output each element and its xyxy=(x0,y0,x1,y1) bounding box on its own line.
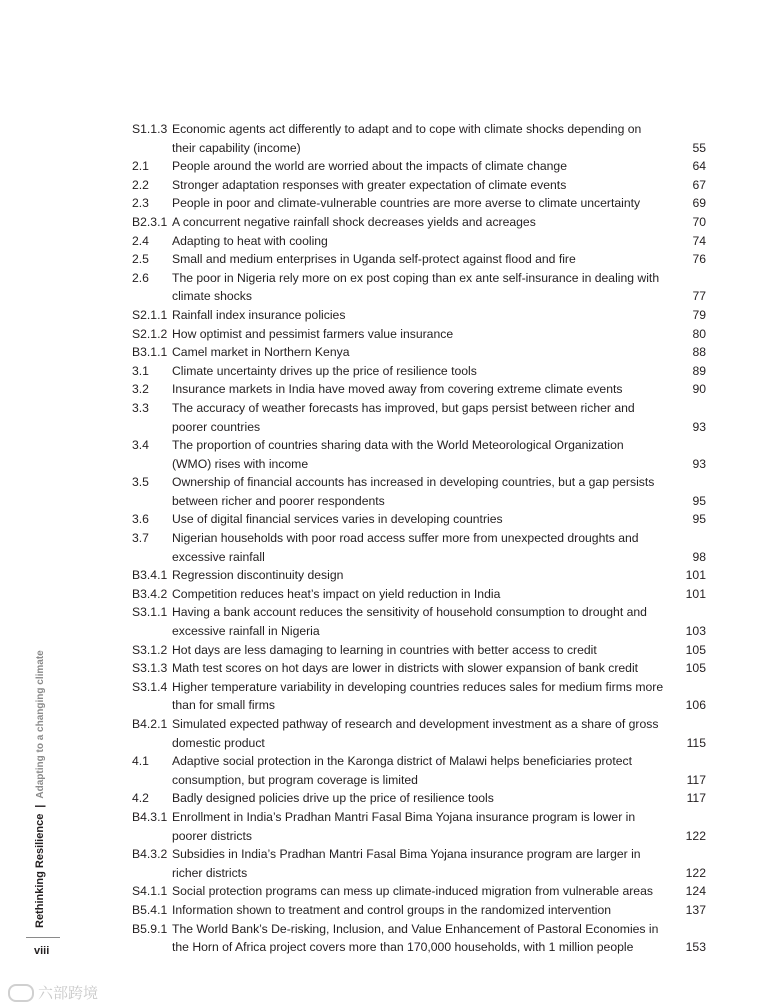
toc-entry[interactable] xyxy=(132,399,706,436)
figure-title: Higher temperature variability in developing countries reduces sales for medium firms more than for small firms xyxy=(172,679,664,713)
figure-title: A concurrent negative rainfall shock decreases yields and acreages xyxy=(172,214,536,229)
figure-number: B4.3.1 xyxy=(132,809,168,824)
page-number: 105 xyxy=(685,661,706,676)
page-number: 95 xyxy=(692,493,706,508)
toc-entry[interactable] xyxy=(132,808,706,845)
figure-title: Nigerian households with poor road access suffer more from unexpected droughts and excessive rainfall xyxy=(172,531,639,564)
figure-number: 2.1 xyxy=(132,159,149,174)
figure-title: Adaptive social protection in the Karonga district of Malawi helps beneficiaries protect consumption, but program coverage is limited xyxy=(172,754,632,787)
toc-entry[interactable] xyxy=(132,176,706,195)
toc-entry[interactable] xyxy=(132,120,706,157)
page-number: 67 xyxy=(692,177,706,192)
watermark xyxy=(8,982,98,1003)
figure-title: Economic agents act differently to adapt and to cope with climate shocks depending on their capability (income) xyxy=(172,122,642,155)
figure-title: Stronger adaptation responses with greater expectation of climate events xyxy=(172,177,567,192)
figure-number: S1.1.3 xyxy=(132,122,168,136)
figure-number: B3.4.1 xyxy=(132,568,168,583)
running-spine-title xyxy=(33,650,48,928)
figure-title: Having a bank account reduces the sensitivity of household consumption to drought and excessive rainfall in Nigeria xyxy=(172,605,647,639)
figure-number: B5.9.1 xyxy=(132,921,168,936)
page-number: 103 xyxy=(685,624,706,639)
page-number: 122 xyxy=(685,828,706,843)
figure-number: S4.1.1 xyxy=(132,884,168,899)
figure-title: Rainfall index insurance policies xyxy=(172,307,346,322)
figure-number: 4.1 xyxy=(132,754,149,769)
toc-entry[interactable] xyxy=(132,343,706,362)
figure-title: The accuracy of weather forecasts has improved, but gaps persist between richer and poorer countries xyxy=(172,400,635,434)
page-number: 117 xyxy=(686,791,706,806)
page-number: 64 xyxy=(692,159,706,174)
figure-number: 3.2 xyxy=(132,382,149,397)
page-number: 55 xyxy=(692,140,706,155)
folio-rule xyxy=(26,937,60,938)
page-number: 115 xyxy=(686,735,706,750)
page-number: 95 xyxy=(692,512,706,527)
page-folio: viii xyxy=(34,945,50,957)
toc-entry[interactable] xyxy=(132,213,706,232)
figure-title: The poor in Nigeria rely more on ex post coping than ex ante self-insurance in dealing with climate shocks xyxy=(172,270,660,304)
figure-number: B5.4.1 xyxy=(132,902,168,917)
figure-number: S2.1.2 xyxy=(132,326,168,341)
toc-entry[interactable] xyxy=(132,362,706,381)
figure-title: People around the world are worried about the impacts of climate change xyxy=(172,159,567,174)
toc-entry[interactable] xyxy=(132,789,706,808)
page-number: 70 xyxy=(692,214,706,229)
figure-number: 2.5 xyxy=(132,252,149,267)
toc-entry[interactable] xyxy=(132,752,706,789)
figure-title: Use of digital financial services varies in developing countries xyxy=(172,512,503,527)
figure-title: Subsidies in India’s Pradhan Mantri Fasal Bima Yojana insurance program are larger in richer districts xyxy=(172,847,641,880)
toc-entry[interactable] xyxy=(132,250,706,269)
toc-entry[interactable] xyxy=(132,901,706,920)
figure-title: Insurance markets in India have moved away from covering extreme climate events xyxy=(172,382,623,397)
figure-number: 2.2 xyxy=(132,177,149,192)
figure-title: Adapting to heat with cooling xyxy=(172,233,328,248)
toc-entry[interactable] xyxy=(132,306,706,325)
toc-entry[interactable] xyxy=(132,194,706,213)
watermark-logo-icon xyxy=(8,984,34,1002)
page-number: 105 xyxy=(685,642,706,657)
figure-number: B2.3.1 xyxy=(132,214,168,229)
toc-entry[interactable] xyxy=(132,157,706,176)
figure-title: People in poor and climate-vulnerable countries are more averse to climate uncertainty xyxy=(172,196,641,211)
toc-entry[interactable] xyxy=(132,603,706,640)
figure-title: Climate uncertainty drives up the price of resilience tools xyxy=(172,363,477,378)
page-number: 101 xyxy=(685,586,706,601)
toc-entry[interactable] xyxy=(132,641,706,660)
figure-number: B3.1.1 xyxy=(132,345,168,360)
figure-title: Math test scores on hot days are lower in districts with slower expansion of bank credit xyxy=(172,661,639,676)
figure-title: Hot days are less damaging to learning in countries with better access to credit xyxy=(172,642,597,657)
page-number: 88 xyxy=(692,345,706,360)
page-number: 69 xyxy=(692,196,706,211)
figure-number: S3.1.1 xyxy=(132,605,168,620)
figure-title: Regression discontinuity design xyxy=(172,568,344,583)
toc-entry[interactable] xyxy=(132,325,706,344)
toc-entry[interactable] xyxy=(132,715,706,752)
figure-number: S3.1.2 xyxy=(132,642,168,657)
toc-entry[interactable] xyxy=(132,473,706,510)
figure-number: 3.3 xyxy=(132,400,149,415)
book-subtitle: Adapting to a changing climate xyxy=(35,650,46,799)
toc-entry[interactable] xyxy=(132,269,706,306)
toc-entry[interactable] xyxy=(132,882,706,901)
page-number: 124 xyxy=(685,884,706,899)
page-number: 90 xyxy=(692,382,706,397)
figure-number: S2.1.1 xyxy=(132,307,168,322)
figure-title: Information shown to treatment and control groups in the randomized intervention xyxy=(172,902,611,917)
toc-entry[interactable] xyxy=(132,585,706,604)
figure-number: 3.6 xyxy=(132,512,149,527)
figure-number: 2.4 xyxy=(132,233,149,248)
page-number: 89 xyxy=(692,363,706,378)
figure-title: Ownership of financial accounts has increased in developing countries, but a gap persists between richer and poorer respondents xyxy=(172,475,655,508)
toc-entry[interactable] xyxy=(132,678,706,715)
book-title: Rethinking Resilience xyxy=(34,813,46,928)
page-number: 137 xyxy=(685,902,706,917)
figure-number: S3.1.3 xyxy=(132,661,168,676)
figure-number: 4.2 xyxy=(132,791,149,806)
figure-title: Small and medium enterprises in Uganda self-protect against flood and fire xyxy=(172,252,576,267)
figure-number: 2.6 xyxy=(132,270,149,285)
figure-number: 3.4 xyxy=(132,438,149,453)
toc-entry[interactable] xyxy=(132,845,706,882)
page-number: 153 xyxy=(685,940,706,955)
page-number: 79 xyxy=(692,307,706,322)
figure-number: 2.3 xyxy=(132,196,149,211)
figure-number: B4.2.1 xyxy=(132,717,168,731)
title-separator: | xyxy=(34,804,46,808)
toc-entry[interactable] xyxy=(132,529,706,566)
toc-entry[interactable] xyxy=(132,566,706,585)
figure-number: 3.5 xyxy=(132,475,149,490)
figure-title: Camel market in Northern Kenya xyxy=(172,345,350,360)
page-number: 122 xyxy=(685,865,706,880)
figure-title: How optimist and pessimist farmers value insurance xyxy=(172,326,454,341)
figure-number: B3.4.2 xyxy=(132,586,168,601)
page-number: 80 xyxy=(692,326,706,341)
page-number: 117 xyxy=(686,772,706,787)
figure-title: Badly designed policies drive up the price of resilience tools xyxy=(172,791,494,806)
figure-title: Enrollment in India’s Pradhan Mantri Fasal Bima Yojana insurance program is lower in poorer districts xyxy=(172,809,636,843)
page-number: 93 xyxy=(692,419,706,434)
watermark-text: 六部跨境 xyxy=(38,984,99,1002)
toc-entry[interactable] xyxy=(132,380,706,399)
figure-number: 3.1 xyxy=(132,363,149,378)
toc-entry[interactable] xyxy=(132,510,706,529)
toc-entry[interactable] xyxy=(132,920,706,957)
page-number: 106 xyxy=(685,698,706,713)
figure-title: The proportion of countries sharing data with the World Meteorological Organization (WMO) rises with income xyxy=(172,438,624,471)
toc-entry[interactable] xyxy=(132,436,706,473)
page-number: 98 xyxy=(692,549,706,564)
figure-number: 3.7 xyxy=(132,531,149,546)
figure-number: B4.3.2 xyxy=(132,847,168,862)
figure-title: Social protection programs can mess up climate-induced migration from vulnerable areas xyxy=(172,884,653,899)
page-number: 101 xyxy=(685,568,706,583)
page-number: 77 xyxy=(692,289,706,304)
table-of-figures xyxy=(132,120,706,957)
figure-title: The World Bank’s De-risking, Inclusion, and Value Enhancement of Pastoral Economies in the Horn of Africa project covers more than 170,000 households, with 1 million people xyxy=(172,921,659,955)
figure-title: Simulated expected pathway of research and development investment as a share of gross domestic product xyxy=(172,717,659,750)
figure-number: S3.1.4 xyxy=(132,679,168,694)
figure-title: Competition reduces heat’s impact on yield reduction in India xyxy=(172,586,501,601)
toc-entry[interactable] xyxy=(132,232,706,251)
page-number: 76 xyxy=(692,252,706,267)
toc-entry[interactable] xyxy=(132,659,706,678)
page-number: 93 xyxy=(692,456,706,471)
page-number: 74 xyxy=(692,233,706,248)
